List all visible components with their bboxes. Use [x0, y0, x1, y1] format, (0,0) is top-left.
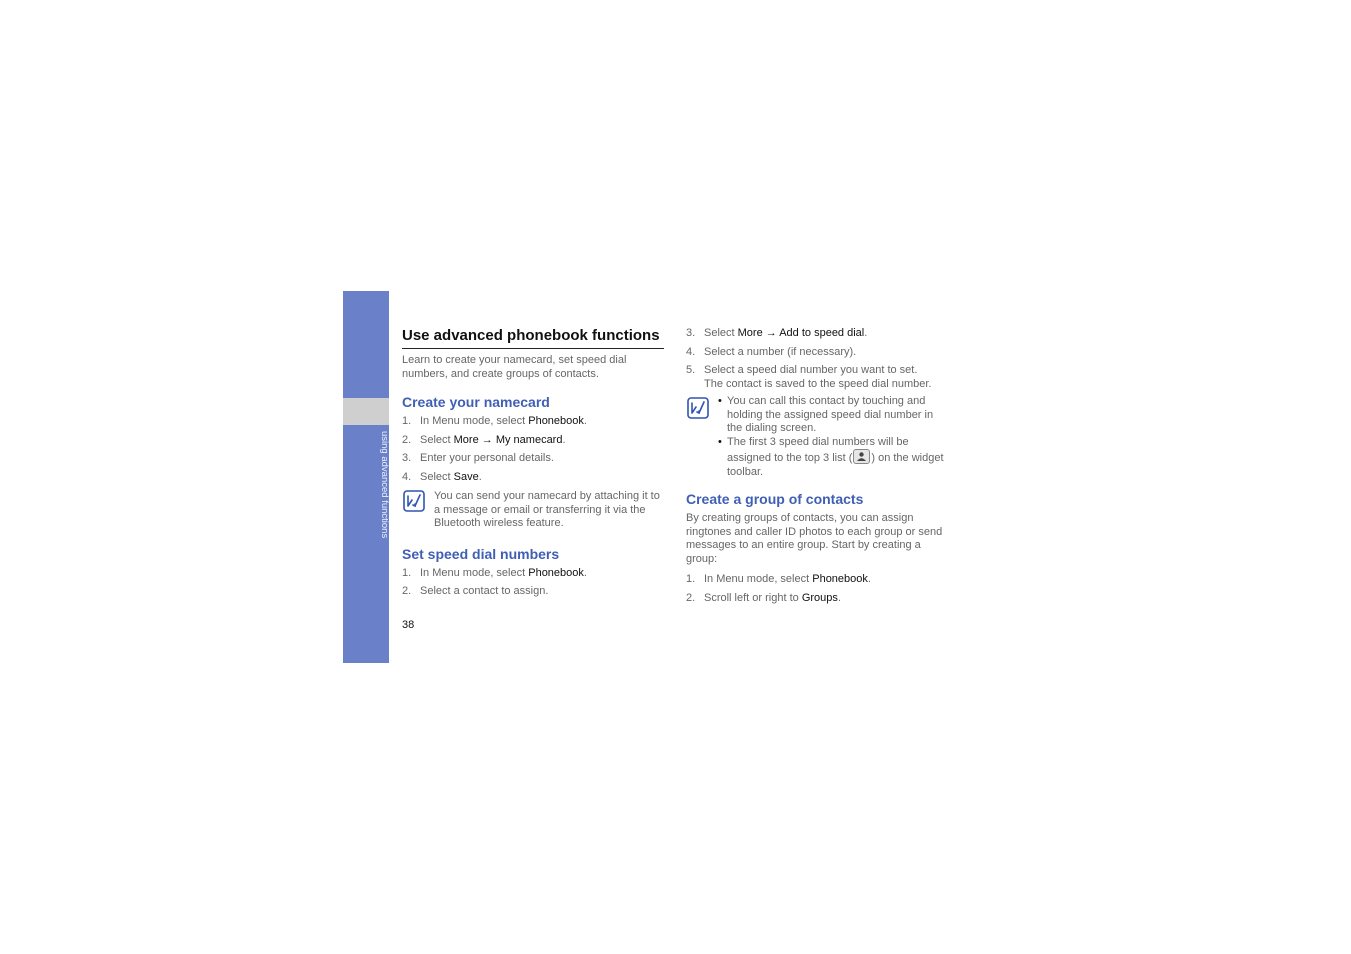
intro-text: Learn to create your namecard, set speed dial numbers, and create groups of contacts. [402, 354, 627, 380]
top3-list-icon [853, 449, 870, 464]
list-item: • The first 3 speed dial numbers will be assigned to the top 3 list ( ) on the widget toolbar. [718, 435, 944, 478]
namecard-note [402, 490, 664, 531]
section-title-namecard: Create your namecard [402, 394, 550, 410]
list-item: 4. Select Save. [402, 470, 482, 483]
list-item: • You can call this contact by touching and holding the assigned speed dial number in the dialing screen. [718, 395, 934, 434]
note-pencil-icon [403, 490, 425, 512]
section-title-speed-dial: Set speed dial numbers [402, 545, 560, 562]
list-item: 1. In Menu mode, select Phonebook. [686, 573, 871, 585]
speed-dial-steps-b [686, 327, 948, 391]
namecard-steps [402, 415, 664, 484]
note-pencil-icon [687, 397, 709, 419]
speed-dial-note [686, 397, 948, 479]
right-column [686, 327, 948, 610]
left-column [402, 326, 664, 604]
list-item: 2. Select More → My namecard. [402, 433, 566, 446]
list-item: 5. Select a speed dial number you want to set. The contact is saved to the speed dial number. [686, 364, 932, 390]
groups-intro: By creating groups of contacts, you can assign ringtones and caller ID photos to each group or send messages to an entire group. Start by creating a group: [686, 512, 943, 565]
list-item: 2. Scroll left or right to Groups. [686, 591, 841, 604]
note-text: You can send your namecard by attaching it to a message or email or transferring it via the Bluetooth wireless feature. [434, 490, 660, 529]
page-number: 38 [402, 619, 415, 631]
sidebar-tab-marker [343, 398, 389, 425]
page-title: Use advanced phonebook functions [402, 326, 664, 349]
note-bullets [718, 395, 948, 479]
list-item: 1. In Menu mode, select Phonebook. [402, 566, 587, 579]
sidebar-label: using advanced functions [379, 431, 390, 539]
speed-dial-steps-a [402, 567, 664, 599]
list-item: 3. Select More → Add to speed dial. [686, 327, 868, 339]
list-item: 1. In Menu mode, select Phonebook. [402, 415, 587, 427]
list-item: 3. Enter your personal details. [402, 452, 554, 464]
list-item: 2. Select a contact to assign. [402, 585, 549, 597]
groups-steps [686, 573, 948, 605]
section-title-groups: Create a group of contacts [686, 491, 864, 507]
list-item: 4. Select a number (if necessary). [686, 345, 857, 358]
